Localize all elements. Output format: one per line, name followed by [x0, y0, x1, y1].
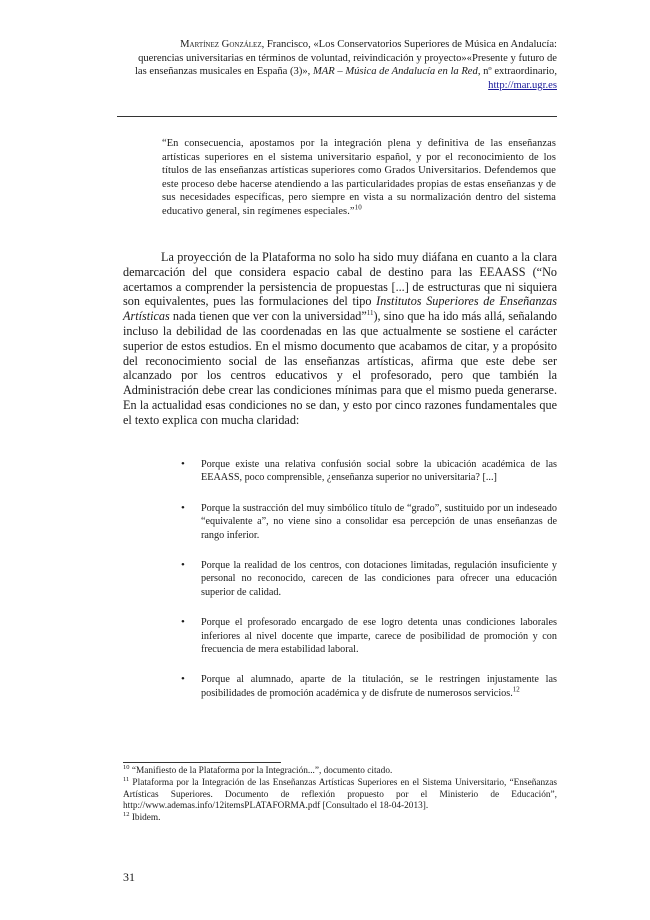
footnote-text: “Manifiesto de la Plataforma por la Integración...”, documento citado. — [129, 766, 393, 776]
header-line3: las enseñanzas musicales en España (3)», — [134, 66, 311, 78]
list-item — [181, 673, 557, 700]
footnote — [123, 813, 557, 825]
list-item-text: Porque la realidad de los centros, con dotaciones limitadas, regulación insuficiente y personal no reconocido, carecen de las condiciones para ofrecer una educación superior de calidad. — [201, 560, 557, 598]
list-item — [181, 458, 557, 485]
footnote-divider — [123, 762, 281, 763]
header-author: Martínez González — [180, 39, 262, 50]
paragraph-part-2: nada tienen que ver con la universidad” — [169, 309, 367, 324]
header-line1: , Francisco, «Los Conservatorios Superiores de Música en Andalucía: — [261, 39, 557, 50]
footnote-ref-12[interactable]: 12 — [512, 685, 520, 694]
footnote-number: 12 — [123, 811, 130, 819]
footnote-text: Plataforma por la Integración de las Enseñanzas Artísticas Superiores en el Sistema Universitario, “Enseñanzas Artísticas Superiores. Documento de reflexión propuesto por el Ministerio de Educación”, http://www.ademas.info/12itemsPLATAFORMA.pdf [Consultado el 18-04-2013]. — [123, 777, 557, 812]
footnote — [123, 775, 557, 813]
paragraph-part-3: ), sino que ha ido más allá, señalando incluso la debilidad de las coordenadas en las que actualmente se sostiene el carácter superior de estos estudios. En el mismo documento que acabamos de citar, y a propósito del reconocimiento social de las enseñanzas artísticas, afirma que este debe ser alcanzado por los centros educativos y el profesorado, pero que también la Administración debe crear las condiciones mínimas para que el mismo pueda generarse. En la actualidad esas condiciones no se dan, y esto por cinco razones fundamentales que el texto explica con mucha claridad: — [123, 309, 557, 427]
header-divider — [117, 116, 557, 117]
list-item-text: Porque la sustracción del muy simbólico título de “grado”, sustituido por un indeseado “equivalente a”, no viene sino a consolidar esa percepción de unas enseñanzas de rango inferior. — [201, 502, 557, 541]
reasons-list — [181, 458, 557, 717]
bullet-icon: • — [181, 616, 185, 629]
list-item — [181, 559, 557, 599]
quote-text: “En consecuencia, apostamos por la integración plena y definitiva de las enseñanzas artísticas superiores en el sistema universitario español, y por el reconocimiento de los títulos de las enseñanzas artísticas superiores como Grados Universitarios. Defendemos que este proceso debe hacerse atendiendo a las particularidades propias de estas enseñanzas y de sus necesidades específicas, pero siempre en vista a su normalización dentro del sistema educativo general, sin regímenes especiales.” — [162, 138, 556, 217]
list-item-text: Porque al alumnado, aparte de la titulación, se le restringen injustamente las posibilidades de promoción académica y de disfrute de numerosos servicios. — [201, 674, 557, 699]
footnote-ref-10[interactable]: 10 — [354, 203, 362, 212]
header-url-link[interactable]: http://mar.ugr.es — [488, 79, 557, 91]
bullet-icon: • — [181, 501, 185, 514]
footnote-text: Ibidem. — [129, 813, 161, 824]
header-line2: querencias universitarias en términos de voluntad, reivindicación y proyecto»«Presente y futuro de — [138, 52, 557, 64]
list-item — [181, 616, 557, 656]
footnote-number: 11 — [123, 775, 130, 783]
block-quote — [162, 137, 556, 218]
paragraph-part-1: La proyección de la Plataforma no solo ha sido muy diáfana en cuanto a la clara demarcación del que considera espacio cabal de destino para las EEAASS (“No acertamos a comprender la persistencia de propuestas [...] de estructuras que ni siquiera son equivalentes, pues las formulaciones del tipo — [123, 250, 557, 309]
bullet-icon: • — [181, 458, 185, 470]
list-item-text: Porque el profesorado encargado de ese logro detenta unas condiciones laborales inferiores al nivel docente que imparte, carece de posibilidad de promoción y con frecuencia de mera estabilidad laboral. — [201, 617, 557, 656]
paragraph-italic-title: Institutos Superiores de Enseñanzas Artísticas — [123, 294, 557, 324]
footnote-ref-11[interactable]: 11 — [366, 309, 374, 318]
header-journal: MAR – Música de Andalucía en la Red — [312, 66, 478, 78]
bullet-icon: • — [181, 673, 185, 686]
bullet-icon: • — [181, 559, 185, 572]
list-item — [181, 502, 557, 542]
body-paragraph — [123, 250, 557, 428]
running-header — [120, 38, 557, 92]
footnotes — [123, 763, 557, 825]
footnote-number: 10 — [123, 763, 130, 771]
footnote — [123, 763, 557, 778]
header-issue: , nº extraordinario, — [477, 66, 557, 78]
list-item-text: Porque existe una relativa confusión social sobre la ubicación académica de las EEAASS, poco comprensible, ¿enseñanza superior no universitaria? [...] — [201, 459, 557, 484]
page-number: 31 — [123, 870, 135, 884]
